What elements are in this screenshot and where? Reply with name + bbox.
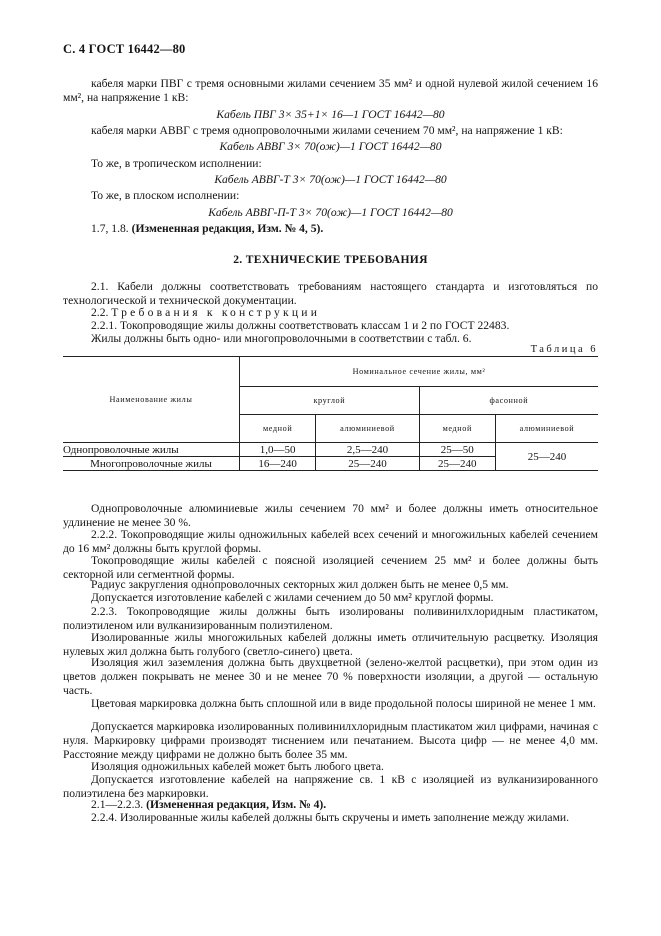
row-cell: 16—240 [240,457,316,471]
cable-designation-2: Кабель АВВГ 3× 70(ож)—1 ГОСТ 16442—80 [219,140,442,153]
intro-paragraph-2: кабеля марки АВВГ с тремя однопроволочными жилами сечением 70 мм², на напряжение 1 кВ: [91,124,563,137]
table-row [63,443,598,457]
intro-paragraph-1: кабеля марки ПВГ с тремя основными жилами сечением 35 мм² и одной нулевой жилой сечением 16 мм², на напряжение 1 кВ: [63,77,598,104]
body-paragraph-4: Радиус закругления однопроволочных секторных жил должен быть не менее 0,5 мм. [91,578,509,591]
section-2-paragraph-1: 2.1. Кабели должны соответствовать требованиям настоящего стандарта и изготовляться по технологической и технической документации. [63,280,598,307]
section-2-paragraph-2 [63,306,598,320]
row-cell: 25—240 [316,457,419,471]
table-6-caption: Таблица 6 [530,344,598,355]
amendment-note-1-ref: 1.7, 1.8. [91,222,132,235]
merged-aluminium-shaped: 25—240 [495,443,598,471]
header-aluminium-round: алюминиевой [316,415,419,443]
row-cell: 2,5—240 [316,443,419,457]
cable-designation-4: Кабель АВВГ-П-Т 3× 70(ож)—1 ГОСТ 16442—80 [208,206,453,219]
body-paragraph-12: Допускается изготовление кабелей на напряжение св. 1 кВ с изоляцией из вулканизированного полиэтилена без маркировки. [63,773,598,800]
sub-header-shaped: фасонной [419,387,598,415]
body-paragraph-2: 2.2.2. Токопроводящие жилы одножильных кабелей всех сечений и многожильных кабелей сечением до 16 мм² должны быть круглой формы. [63,528,598,555]
body-paragraph-3: Токопроводящие жилы кабелей с поясной изоляцией сечением 25 мм² и более должны быть секторной или сегментной формы. [63,554,598,581]
section-2-paragraph-4: Жилы должны быть одно- или многопроволочными в соответствии с табл. 6. [91,332,472,345]
amendment-note-1-bold: (Измененная редакция, Изм. № 4, 5). [131,222,324,235]
section-2-paragraph-3: 2.2.1. Токопроводящие жилы должны соответствовать классам 1 и 2 по ГОСТ 22483. [91,319,510,332]
body-paragraph-1: Однопроволочные алюминиевые жилы сечением 70 мм² и более должны иметь относительное удлинение не менее 30 %. [63,502,598,529]
col-header-name: Наименование жилы [63,357,240,443]
row-cell: 1,0—50 [240,443,316,457]
section-2-2-heading: Требования к конструкции [111,306,321,319]
row-name: Многопроволочные жилы [63,457,240,471]
row-name: Однопроволочные жилы [63,443,240,457]
body-paragraph-9: Цветовая маркировка должна быть сплошной или в виде продольной полосы шириной не менее 1 мм. [91,697,596,710]
intro-paragraph-3: То же, в тропическом исполнении: [91,157,262,170]
sub-header-round: круглой [240,387,420,415]
amendment-note-1 [63,222,598,236]
row-cell: 25—240 [419,457,495,471]
col-header-group: Номинальное сечение жилы, мм² [240,357,599,387]
page-header: С. 4 ГОСТ 16442—80 [63,42,186,56]
section-2-2-number: 2.2. [91,306,112,319]
table-6 [63,356,598,471]
intro-paragraph-4: То же, в плоском исполнении: [91,189,240,202]
body-paragraph-7: Изолированные жилы многожильных кабелей должны иметь отличительную расцветку. Изоляция нулевых жил должна быть голубого (светло-синего) цвета. [63,631,598,658]
body-paragraph-14: 2.2.4. Изолированные жилы кабелей должны быть скручены и иметь заполнение между жилами. [91,811,570,824]
header-copper-shaped: медной [419,415,495,443]
body-paragraph-5: Допускается изготовление кабелей с жилами сечением до 50 мм² круглой формы. [91,591,494,604]
cable-designation-3: Кабель АВВГ-Т 3× 70(ож)—1 ГОСТ 16442—80 [214,173,447,186]
amendment-note-2 [63,798,598,812]
amendment-note-2-bold: (Измененная редакция, Изм. № 4). [146,798,327,811]
body-paragraph-11: Изоляция одножильных кабелей может быть любого цвета. [91,760,384,773]
body-paragraph-6: 2.2.3. Токопроводящие жилы должны быть изолированы поливинилхлоридным пластикатом, полиэтиленом или вулканизированным полиэтиленом. [63,605,598,632]
section-2-title: 2. ТЕХНИЧЕСКИЕ ТРЕБОВАНИЯ [233,253,428,266]
header-aluminium-shaped: алюминиевой [495,415,598,443]
cable-designation-1: Кабель ПВГ 3× 35+1× 16—1 ГОСТ 16442—80 [216,108,445,121]
amendment-note-2-ref: 2.1—2.2.3. [91,798,147,811]
row-cell: 25—50 [419,443,495,457]
body-paragraph-10: Допускается маркировка изолированных поливинилхлоридным пластикатом жил цифрами, начиная с нуля. Маркировку цифрами производят тиснением или печатанием. Высота цифр — не менее 4,0 мм. Расстояние между цифрами не должно быть более 35 мм. [63,720,598,761]
header-copper-round: медной [240,415,316,443]
body-paragraph-8: Изоляция жил заземления должна быть двухцветной (зелено-желтой расцветки), при этом один из цветов должен покрывать не менее 30 и не менее 70 % поверхности изоляции, а другой — остальную часть. [63,656,598,697]
